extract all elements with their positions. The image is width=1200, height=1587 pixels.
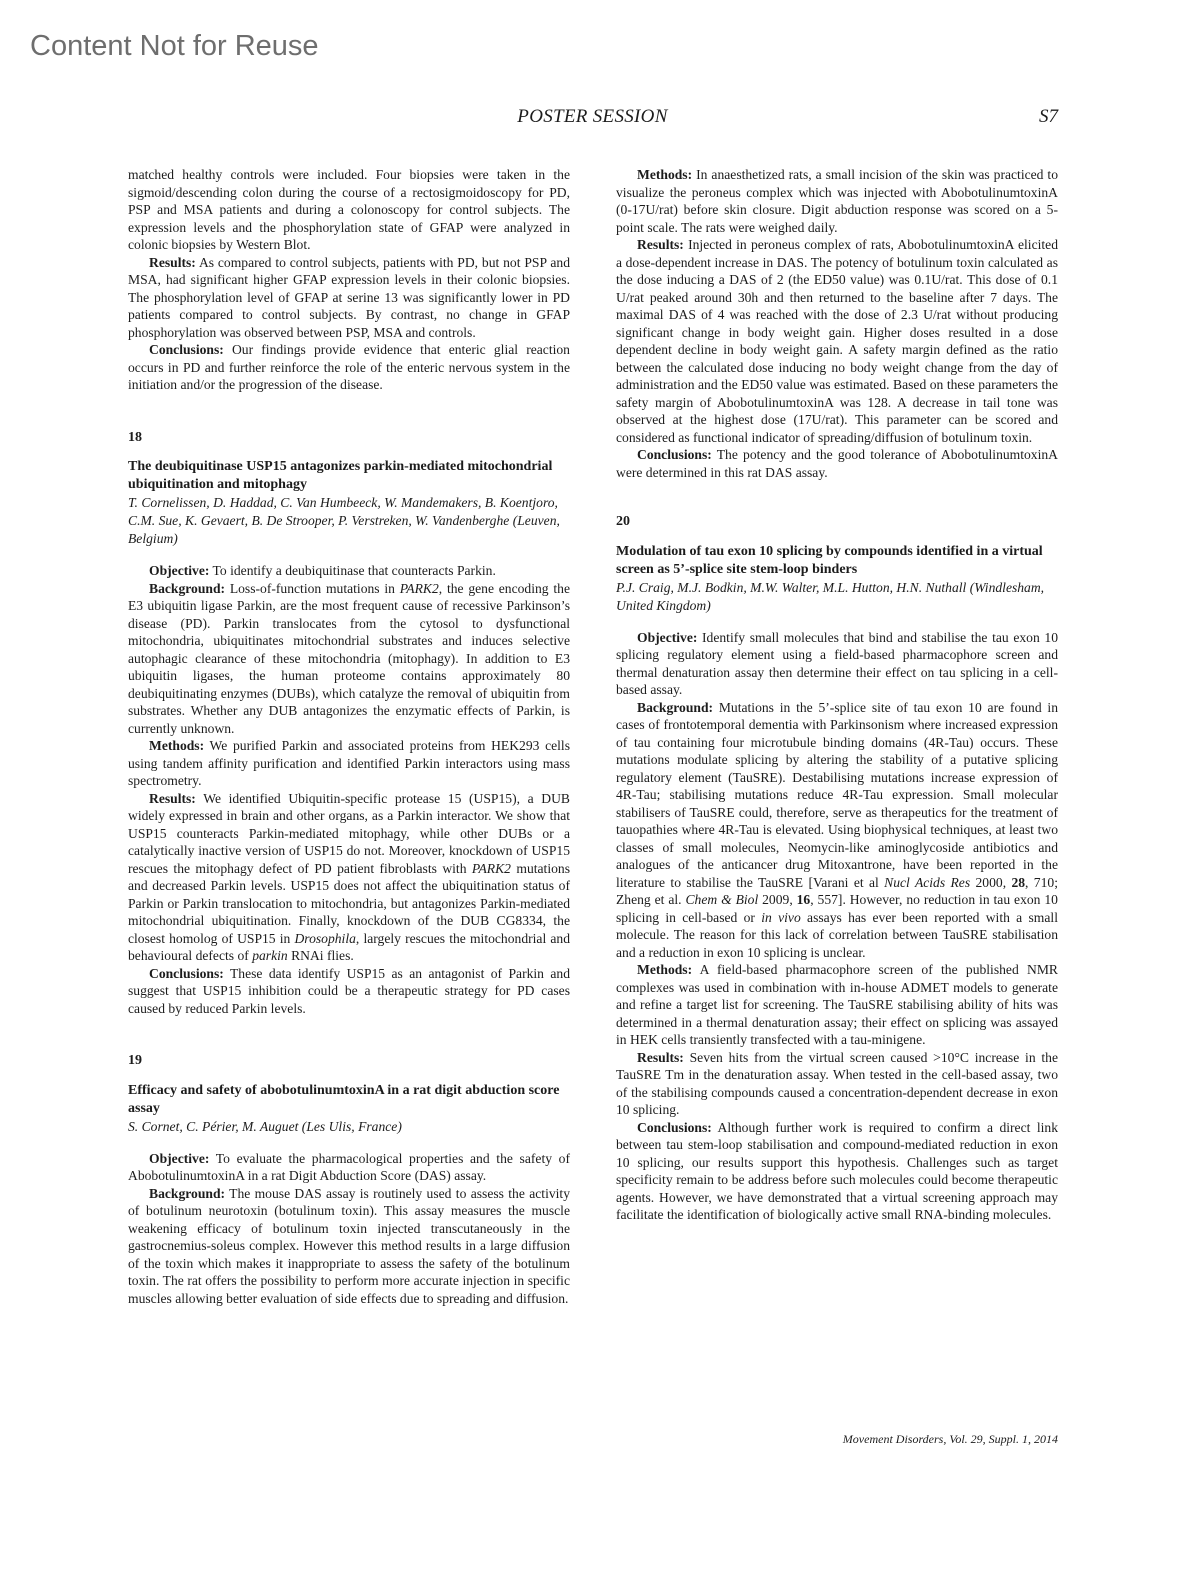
watermark: Content Not for Reuse: [30, 30, 319, 62]
section-label: Methods:: [149, 738, 205, 753]
section-text: We purified Parkin and associated proteins from HEK293 cells using tandem affinity purification and identified Parkin interactors using mass spectrometry.: [128, 738, 570, 788]
species-name: Drosophila: [294, 930, 356, 946]
abstract-title: Modulation of tau exon 10 splicing by compounds identified in a virtual screen as 5’-splice site stem-loop binders: [616, 543, 1043, 577]
section-text: Our findings provide evidence that enteric glial reaction occurs in PD and further reinforce the role of the enteric nervous system in the initiation and/or the progression of the disease.: [128, 342, 570, 392]
section-label: Results:: [637, 1049, 684, 1065]
section-text: Identify small molecules that bind and stabilise the tau exon 10 splicing regulatory element using a field-based pharmacophore screen and thermal denaturation assay then determine their effect on tau splicing in a cell-based assay.: [616, 629, 1058, 697]
section-text: , 710; Zheng et al.: [616, 874, 1058, 907]
abstract-title: The deubiquitinase USP15 antagonizes parkin-mediated mitochondrial ubiquitination and mitophagy: [128, 459, 553, 492]
conclusions-paragraph: [128, 965, 570, 1018]
section-label: Objective:: [637, 629, 698, 645]
section-text: RNAi flies.: [291, 948, 354, 963]
running-title: POSTER SESSION: [517, 106, 668, 127]
results-paragraph: [616, 236, 1058, 446]
section-label: Objective:: [149, 1150, 210, 1166]
results-paragraph: [616, 1049, 1058, 1119]
background-paragraph: [128, 580, 570, 738]
abstract-number: 20: [616, 514, 630, 529]
section-text: A field-based pharmacophore screen of the published NMR complexes was used in combination with in-house ADMET models to generate and refine a target list for screening. The TauSRE stabilising ability of hits was determined in a thermal denaturation assay; their effect on splicing was assayed in HEK cells transiently transfected with a tau-minigene.: [616, 962, 1058, 1047]
abstract-authors: P.J. Craig, M.J. Bodkin, M.W. Walter, M.L. Hutton, H.N. Nuthall (Windlesham, United Kingdom): [616, 579, 1045, 613]
section-text: , the gene encoding the E3 ubiquitin ligase Parkin, are the most frequent cause of recessive Parkinson’s disease (PD). Parkin translocates from the cytosol to dysfunctional mitochondria, ubiquitinates mitochondrial substrates and induces selective autophagic clearance of these mitochondria (mitophagy). In addition to E3 ubiquitin ligases, the human proteome contains approximately 80 deubiquitinating enzymes (DUBs), which catalyze the removal of ubiquitin from substrates. Whether any DUB antagonizes the enzymatic effects of Parkin, is currently unknown.: [128, 580, 570, 736]
section-text: , largely rescues the mitochondrial and behavioural defects of: [128, 930, 570, 963]
methods-paragraph: [128, 737, 570, 790]
section-label: Conclusions:: [637, 1119, 712, 1135]
section-text: To evaluate the pharmacological properties and the safety of AbobotulinumtoxinA in a rat Digit Abduction Score (DAS) assay.: [128, 1150, 570, 1183]
section-text: Although further work is required to confirm a direct link between tau stem-loop stabilisation and compound-mediated reduction in exon 10 splicing, our results support this hypothesis. Challenges such as target specificity remain to be address before such molecules could become therapeutic agents. However, we have demonstrated that a virtual screening approach may facilitate the identification of biologically active small RNA-binding molecules.: [616, 1119, 1058, 1222]
section-label: Background:: [637, 699, 714, 715]
section-text: To identify a deubiquitinase that counteracts Parkin.: [212, 563, 496, 578]
section-label: Methods:: [637, 167, 693, 182]
section-text: Injected in peroneus complex of rats, AbobotulinumtoxinA elicited a dose-dependent increase in DAS. The potency of botulinum toxin calculated as the dose inducing a DAS of 2 (the ED50 value) was 0.1U/rat. This dose of 0.1 U/rat peaked around 30h and then returned to the baseline after 7 days. The maximal DAS of 4 was reached with the dose of 2.3 U/rat without producing significant change in body weight gain. Higher doses resulted in a dose dependent decline in body weight gain. A safety margin defined as the ratio between the calculated dose inducing no body weight change from the day of administration and the ED50 value was estimated. Based on these parameters the safety margin of AbobotulinumtoxinA was 128. A decrease in tail tone was observed at the highest dose (17U/rat). This parameter can be scored and considered as functional indicator of spreading/diffusion of botulinum toxin.: [616, 237, 1058, 445]
volume-number: 28: [1011, 874, 1026, 890]
section-text: assays has ever been reported with a small molecule. The reason for this lack of correlation between TauSRE stabilisation and a reduction in exon 10 splicing is unclear.: [616, 909, 1058, 960]
background-paragraph: [616, 699, 1058, 962]
gene-name: PARK2: [471, 860, 511, 876]
volume-number: 16: [796, 892, 811, 907]
section-label: Results:: [149, 254, 196, 270]
section-text: As compared to control subjects, patients with PD, but not PSP and MSA, had significant higher GFAP expression levels in their colonic biopsies. The phosphorylation level of GFAP at serine 13 was significantly lower in PD patients compared to control subjects. By contrast, no change in GFAP phosphorylation was observed between PSP, MSA and controls.: [128, 254, 571, 340]
section-label: Background:: [149, 580, 226, 596]
results-paragraph: [128, 254, 570, 342]
section-label: Results:: [637, 237, 684, 252]
journal-footer: Movement Disorders, Vol. 29, Suppl. 1, 2014: [842, 1432, 1058, 1446]
section-label: Conclusions:: [637, 447, 712, 462]
section-label: Conclusions:: [149, 965, 224, 981]
conclusions-paragraph: [128, 341, 570, 394]
intro-paragraph: matched healthy controls were included. Four biopsies were taken in the sigmoid/descending colon during the course of a rectosigmoidoscopy for PD, PSP and MSA patients and during a colonoscopy for control subjects. The expression levels and the phosphorylation state of GFAP were analyzed in colonic biopsies by Western Blot.: [128, 167, 570, 252]
section-text: 2009,: [762, 892, 793, 907]
section-text: Mutations in the 5’-splice site of tau exon 10 are found in cases of frontotemporal dementia with Parkinsonism where increased expression of tau containing four microtubule binding domains (4R-Tau) occurs. These mutations modulate splicing by altering the stability of a putative splicing regulatory element (TauSRE). Destabilising mutations increase expression of 4R-Tau; stabilising mutations reduce 4R-Tau expression. Small molecular stabilisers of TauSRE could, therefore, serve as therapeutics for the treatment of tauopathies where 4R-Tau is elevated. Using biophysical techniques, at least two classes of small molecules, Neomycin-like aminoglycoside antibiotics and analogues of the anticancer drug Mitoxantrone, have been reported in the literature to stabilise the TauSRE [Varani et al: [616, 699, 1058, 890]
abstract-number: 18: [128, 429, 142, 445]
section-text: These data identify USP15 as an antagonist of Parkin and suggest that USP15 inhibition could be a therapeutic strategy for PD cases caused by reduced Parkin levels.: [128, 965, 571, 1016]
section-label: Conclusions:: [149, 342, 224, 357]
section-text: The mouse DAS assay is routinely used to assess the activity of botulinum neurotoxin (botulinum toxin). This assay measures the muscle weakening efficacy of botulinum toxin injected transcutaneously in the gastrocnemius-soleus complex. However this method results in a large diffusion of the toxin which makes it inappropriate to assess the safety of the botulinum toxin. The rat offers the possibility to perform more accurate injection in specific muscles allowing better evaluation of side effects due to spreading and diffusion.: [128, 1185, 570, 1306]
latin-term: in vivo: [761, 909, 801, 925]
section-text: , 557]. However, no reduction in tau exon 10 splicing in cell-based or: [616, 892, 1058, 925]
section-text: In anaesthetized rats, a small incision of the skin was practiced to visualize the peroneus complex which was injected with AbobotulinumtoxinA (0-17U/rat) before skin closure. Digit abduction response was scored on a 5-point scale. The rats were weighed daily.: [616, 167, 1059, 235]
abstract-title: Efficacy and safety of abobotulinumtoxinA in a rat digit abduction score assay: [128, 1082, 560, 1116]
section-label: Methods:: [637, 962, 693, 977]
section-label: Background:: [149, 1185, 226, 1201]
objective-paragraph: [128, 1150, 570, 1185]
conclusions-paragraph: [616, 1119, 1058, 1224]
section-label: Results:: [149, 790, 196, 806]
abstract-number: 19: [128, 1053, 142, 1068]
conclusions-paragraph: [616, 446, 1058, 481]
methods-paragraph: [616, 961, 1058, 1049]
methods-paragraph: [616, 166, 1058, 236]
abstract-authors: S. Cornet, C. Périer, M. Auguet (Les Ulis, France): [128, 1118, 402, 1134]
abstract-authors: T. Cornelissen, D. Haddad, C. Van Humbeeck, W. Mandemakers, B. Koentjoro, C.M. Sue, K. Gevaert, B. De Strooper, P. Verstreken, W. Vandenberghe (Leuven, Belgium): [128, 495, 560, 546]
section-label: Objective:: [149, 563, 210, 578]
gene-name: parkin: [252, 948, 288, 963]
section-text: Loss-of-function mutations in: [229, 580, 395, 596]
background-paragraph: [128, 1185, 570, 1308]
gene-name: PARK2: [399, 580, 439, 596]
right-column: [616, 166, 1058, 1224]
section-text: We identified Ubiquitin-specific protease 15 (USP15), a DUB widely expressed in brain and other organs, as a Parkin interactor. We show that USP15 counteracts Parkin-mediated mitophagy, while other DUBs or a catalytically inactive version of USP15 do not. Moreover, knockdown of USP15 rescues the mitophagy defect of PD patient fibroblasts with: [128, 790, 570, 876]
left-column: [128, 166, 570, 1307]
objective-paragraph: [616, 629, 1058, 699]
section-text: mutations and decreased Parkin levels. USP15 does not affect the ubiquitination status of Parkin or Parkin translocation to mitochondria, but antagonizes Parkin-mediated mitochondrial ubiquitination. Finally, knockdown of the DUB CG8334, the closest homolog of USP15 in: [128, 860, 570, 946]
journal-name: Nucl Acids Res: [884, 874, 971, 890]
objective-paragraph: [128, 562, 570, 580]
section-text: Seven hits from the virtual screen caused >10°C increase in the TauSRE Tm in the denaturation assay. When tested in the cell-based assay, two of the stabilising compounds caused a concentration-dependent decrease in exon 10 splicing.: [616, 1049, 1059, 1117]
section-text: The potency and the good tolerance of AbobotulinumtoxinA were determined in this rat DAS assay.: [616, 447, 1058, 480]
journal-name: Chem & Biol: [685, 892, 759, 907]
section-text: 2000,: [975, 874, 1007, 890]
page-number: S7: [1039, 106, 1058, 127]
results-paragraph: [128, 790, 570, 965]
